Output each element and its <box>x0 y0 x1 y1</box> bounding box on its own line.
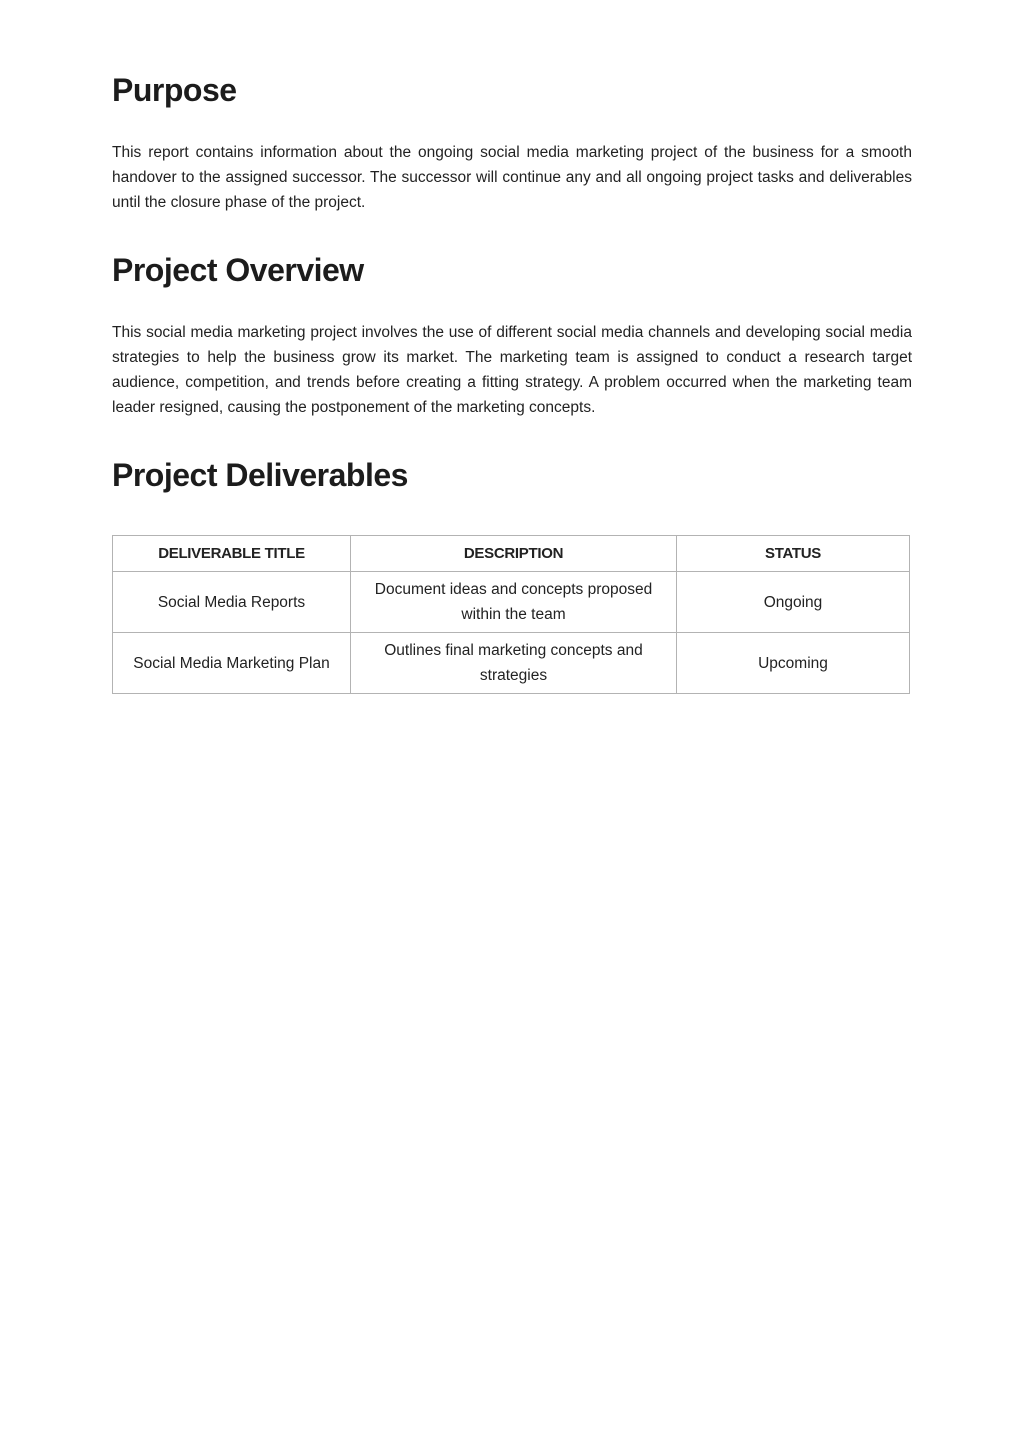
table-header-row <box>113 536 910 572</box>
overview-heading: Project Overview <box>112 252 364 288</box>
cell-status: Ongoing <box>677 572 910 633</box>
deliverables-table <box>112 535 910 694</box>
overview-paragraph: This social media marketing project involves the use of different social media channels and developing social media strategies to help the business grow its market. The marketing team is assigned to conduct a research target audience, competition, and trends before creating a fitting strategy. A problem occurred when the marketing team leader resigned, causing the postponement of the marketing concepts. <box>112 324 912 416</box>
cell-description: Outlines final marketing concepts and strategies <box>351 633 677 694</box>
column-header-description: DESCRIPTION <box>351 536 677 572</box>
purpose-paragraph: This report contains information about the ongoing social media marketing project of the business for a smooth handover to the assigned successor. The successor will continue any and all ongoing project tasks and deliverables until the closure phase of the project. <box>112 144 912 211</box>
purpose-heading: Purpose <box>112 72 237 108</box>
cell-title: Social Media Marketing Plan <box>113 633 351 694</box>
deliverables-heading: Project Deliverables <box>112 457 408 493</box>
column-header-title: DELIVERABLE TITLE <box>113 536 351 572</box>
cell-status: Upcoming <box>677 633 910 694</box>
cell-title: Social Media Reports <box>113 572 351 633</box>
table-row <box>113 633 910 694</box>
column-header-status: STATUS <box>677 536 910 572</box>
table-row <box>113 572 910 633</box>
cell-description: Document ideas and concepts proposed within the team <box>351 572 677 633</box>
